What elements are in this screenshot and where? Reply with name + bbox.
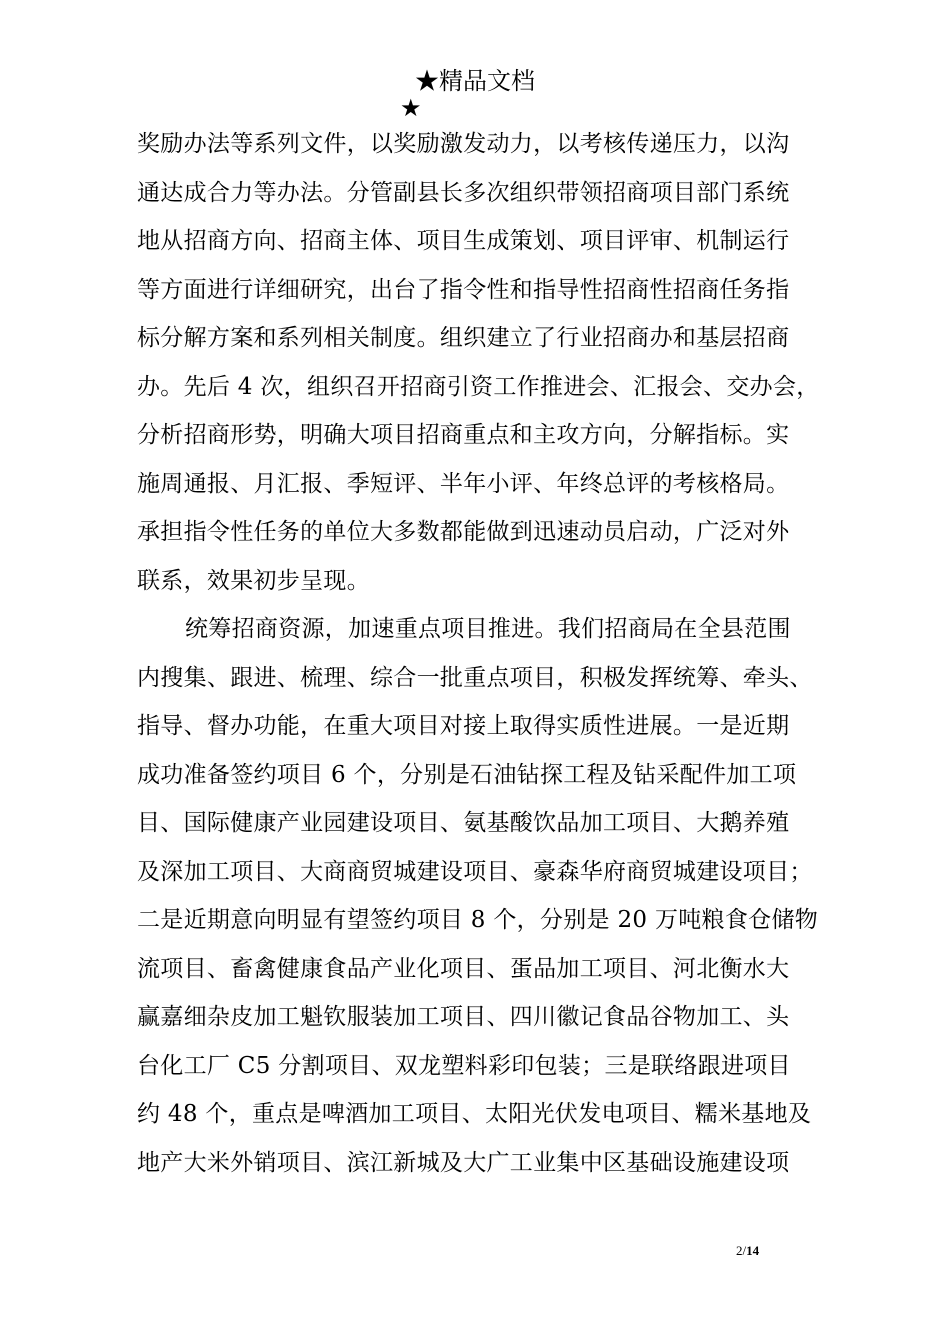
text-line: 奖励办法等系列文件，以奖励激发动力，以考核传递压力，以沟 [137, 131, 790, 157]
page-header-title: ★精品文档 [415, 67, 535, 95]
text-line: 约 48 个，重点是啤酒加工项目、太阳光伏发电项目、糯米基地及 [137, 1101, 812, 1127]
text-line: 办。先后 4 次，组织召开招商引资工作推进会、汇报会、交办会， [137, 373, 820, 400]
text-line: 地产大米外销项目、滨江新城及大广工业集中区基础设施建设项 [137, 1149, 790, 1176]
text-line: 等方面进行详细研究，出台了指令性和指导性招商性招商任务指 [137, 276, 790, 303]
text-line: 赢嘉细杂皮加工魁钦服装加工项目、四川徽记食品谷物加工、头 [137, 1004, 790, 1030]
text-line: 目、国际健康产业园建设项目、氨基酸饮品加工项目、大鹅养殖 [137, 810, 790, 836]
document-body [137, 120, 827, 1187]
text-line: 通达成合力等办法。分管副县长多次组织带领招商项目部门系统 [137, 179, 790, 206]
text-line: 二是近期意向明显有望签约项目 8 个，分别是 20 万吨粮食仓储物 [137, 907, 819, 933]
text-line: 统筹招商资源，加速重点项目推进。我们招商局在全县范围 [185, 616, 791, 642]
text-line: 联系，效果初步呈现。 [137, 567, 370, 594]
text-line: 承担指令性任务的单位大多数都能做到迅速动员启动，广泛对外 [137, 519, 790, 545]
text-line: 及深加工项目、大商商贸城建设项目、豪森华府商贸城建设项目； [137, 858, 813, 885]
paragraph-2 [137, 605, 827, 1187]
text-line: 施周通报、月汇报、季短评、半年小评、年终总评的考核格局。 [137, 470, 790, 497]
text-line: 流项目、畜禽健康食品产业化项目、蛋品加工项目、河北衡水大 [137, 955, 790, 982]
text-line: 指导、督办功能，在重大项目对接上取得实质性进展。一是近期 [137, 713, 790, 739]
page-current: 2/ [736, 1243, 747, 1258]
text-line: 地从招商方向、招商主体、项目生成策划、项目评审、机制运行 [137, 228, 790, 254]
page-total: 14 [746, 1243, 760, 1258]
text-line: 成功准备签约项目 6 个，分别是石油钻探工程及钻采配件加工项 [137, 761, 797, 788]
text-line: 内搜集、跟进、梳理、综合一批重点项目，积极发挥统筹、牵头、 [137, 664, 813, 691]
page-number [736, 1243, 759, 1259]
text-line: 台化工厂 C5 分割项目、双龙塑料彩印包装；三是联络跟进项目 [137, 1052, 791, 1079]
text-line: 标分解方案和系列相关制度。组织建立了行业招商办和基层招商 [137, 325, 790, 351]
header-star-icon: ★ [400, 94, 422, 122]
text-line: 分析招商形势，明确大项目招商重点和主攻方向，分解指标。实 [137, 422, 790, 448]
paragraph-1 [137, 120, 827, 605]
